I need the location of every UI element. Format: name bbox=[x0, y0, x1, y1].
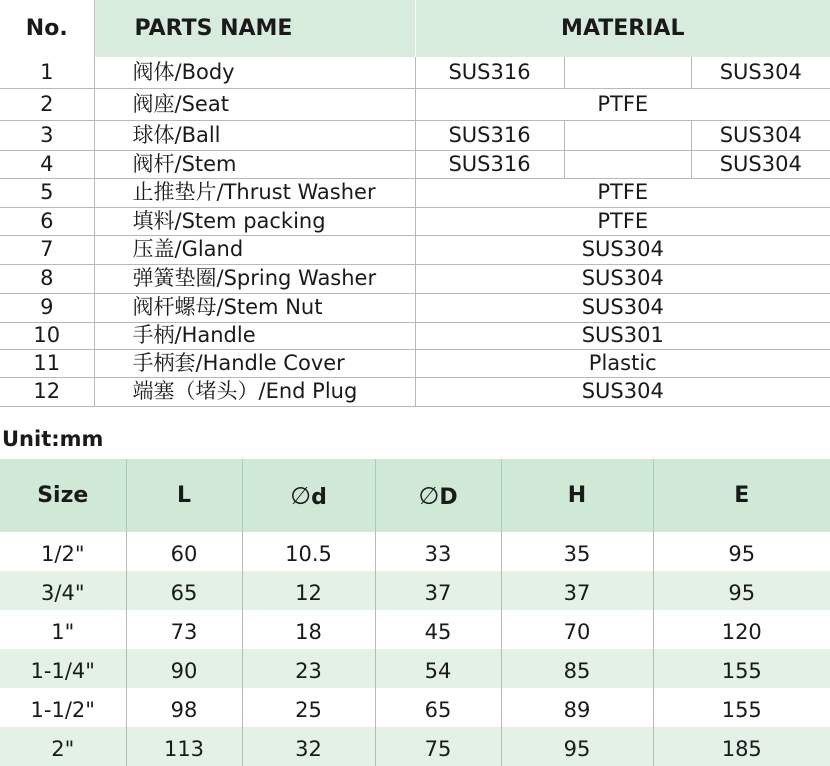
part-material: PTFE bbox=[415, 207, 830, 235]
part-no: 5 bbox=[0, 178, 94, 207]
part-name: 球体/Ball bbox=[94, 120, 415, 150]
cell-D: 54 bbox=[375, 649, 501, 688]
parts-row bbox=[0, 150, 830, 178]
size-row bbox=[0, 727, 830, 766]
part-name: 阀杆螺母/Stem Nut bbox=[94, 293, 415, 322]
header-no: No. bbox=[0, 0, 94, 57]
part-no: 10 bbox=[0, 322, 94, 349]
parts-row bbox=[0, 88, 830, 120]
size-row bbox=[0, 649, 830, 688]
cell-H: 85 bbox=[501, 649, 653, 688]
cell-size: 1-1/2" bbox=[30, 697, 95, 722]
parts-row bbox=[0, 178, 830, 207]
part-no: 3 bbox=[0, 120, 94, 150]
cell-E: 155 bbox=[653, 649, 830, 688]
cell-size: 1/2" bbox=[41, 541, 85, 566]
part-material: PTFE bbox=[415, 88, 830, 120]
part-material: PTFE bbox=[415, 178, 830, 207]
parts-row bbox=[0, 235, 830, 264]
cell-size: 1-1/4" bbox=[0, 649, 126, 688]
part-material: SUS304 bbox=[415, 264, 830, 293]
cell-D: 65 bbox=[375, 688, 501, 727]
cell-D: 45 bbox=[375, 610, 501, 649]
header-E: E bbox=[653, 459, 830, 532]
cell-d: 10.5 bbox=[242, 532, 375, 571]
unit-label: Unit:mm bbox=[2, 427, 104, 451]
cell-d: 32 bbox=[242, 727, 375, 766]
parts-row bbox=[0, 207, 830, 235]
cell-H: 37 bbox=[501, 571, 653, 610]
part-name: 阀杆/Stem bbox=[94, 150, 415, 178]
part-name: 弹簧垫圈/Spring Washer bbox=[94, 264, 415, 293]
size-header-row bbox=[0, 459, 830, 532]
header-H: H bbox=[501, 459, 653, 532]
cell-L: 60 bbox=[126, 532, 242, 571]
cell-size: 3/4" bbox=[0, 571, 126, 610]
header-size: Size bbox=[0, 459, 126, 532]
cell-D: 75 bbox=[375, 727, 501, 766]
size-row bbox=[0, 688, 830, 727]
cell-d: 18 bbox=[242, 610, 375, 649]
part-no: 8 bbox=[0, 264, 94, 293]
cell-L: 73 bbox=[126, 610, 242, 649]
cell-H: 89 bbox=[501, 688, 653, 727]
header-D bbox=[375, 459, 501, 532]
part-no: 1 bbox=[0, 57, 94, 88]
size-row bbox=[0, 610, 830, 649]
cell-H: 95 bbox=[501, 727, 653, 766]
part-no: 4 bbox=[0, 150, 94, 178]
part-name: 填料/Stem packing bbox=[94, 207, 415, 235]
part-name: 端塞（堵头）/End Plug bbox=[94, 377, 415, 406]
cell-E: 95 bbox=[653, 532, 830, 571]
cell-d: 25 bbox=[242, 688, 375, 727]
parts-row bbox=[0, 264, 830, 293]
part-material-b bbox=[564, 120, 691, 150]
part-no: 6 bbox=[0, 207, 94, 235]
part-material: SUS304 bbox=[415, 377, 830, 406]
part-material-c: SUS304 bbox=[691, 150, 830, 178]
part-material-c: SUS304 bbox=[691, 120, 830, 150]
cell-H: 35 bbox=[501, 532, 653, 571]
cell-L: 90 bbox=[126, 649, 242, 688]
diameter-icon: ∅ bbox=[290, 481, 312, 510]
header-material: MATERIAL bbox=[415, 0, 830, 57]
part-name: 手柄套/Handle Cover bbox=[94, 349, 415, 377]
part-material: SUS301 bbox=[415, 322, 830, 349]
cell-E: 120 bbox=[653, 610, 830, 649]
cell-D: 37 bbox=[375, 571, 501, 610]
header-d bbox=[242, 459, 375, 532]
part-no: 7 bbox=[0, 235, 94, 264]
part-name: 阀座/Seat bbox=[94, 88, 415, 120]
parts-row bbox=[0, 322, 830, 349]
part-name: 止推垫片/Thrust Washer bbox=[94, 178, 415, 207]
cell-size: 2" bbox=[0, 727, 126, 766]
part-material: SUS304 bbox=[415, 235, 830, 264]
size-table bbox=[0, 459, 830, 766]
header-parts-name: PARTS NAME bbox=[94, 0, 415, 57]
cell-E: 155 bbox=[653, 688, 830, 727]
part-material: SUS304 bbox=[415, 293, 830, 322]
parts-header-row bbox=[0, 0, 830, 57]
diameter-icon: ∅ bbox=[418, 481, 440, 510]
cell-d: 23 bbox=[242, 649, 375, 688]
cell-D: 33 bbox=[375, 532, 501, 571]
cell-H: 70 bbox=[501, 610, 653, 649]
part-material-a: SUS316 bbox=[415, 57, 564, 88]
header-D-letter: D bbox=[439, 484, 458, 510]
cell-L: 113 bbox=[126, 727, 242, 766]
cell-E: 185 bbox=[653, 727, 830, 766]
part-material: Plastic bbox=[415, 349, 830, 377]
header-L: L bbox=[126, 459, 242, 532]
size-row bbox=[0, 532, 830, 571]
cell-E: 95 bbox=[653, 571, 830, 610]
part-material-b bbox=[564, 57, 691, 88]
cell-size: 1" bbox=[51, 619, 75, 644]
part-no: 2 bbox=[0, 88, 94, 120]
part-no: 9 bbox=[0, 293, 94, 322]
cell-L: 65 bbox=[126, 571, 242, 610]
part-no: 12 bbox=[0, 377, 94, 406]
part-name: 阀体/Body bbox=[94, 57, 415, 88]
parts-row bbox=[0, 377, 830, 406]
part-name: 手柄/Handle bbox=[94, 322, 415, 349]
parts-row bbox=[0, 120, 830, 150]
size-row bbox=[0, 571, 830, 610]
part-name: 压盖/Gland bbox=[94, 235, 415, 264]
part-material-a: SUS316 bbox=[415, 150, 564, 178]
parts-row bbox=[0, 293, 830, 322]
parts-row bbox=[0, 349, 830, 377]
cell-d: 12 bbox=[242, 571, 375, 610]
part-material-a: SUS316 bbox=[415, 120, 564, 150]
header-d-letter: d bbox=[311, 484, 327, 510]
parts-row bbox=[0, 57, 830, 88]
cell-L: 98 bbox=[126, 688, 242, 727]
part-no: 11 bbox=[0, 349, 94, 377]
part-material-c: SUS304 bbox=[691, 57, 830, 88]
part-material-b bbox=[564, 150, 691, 178]
